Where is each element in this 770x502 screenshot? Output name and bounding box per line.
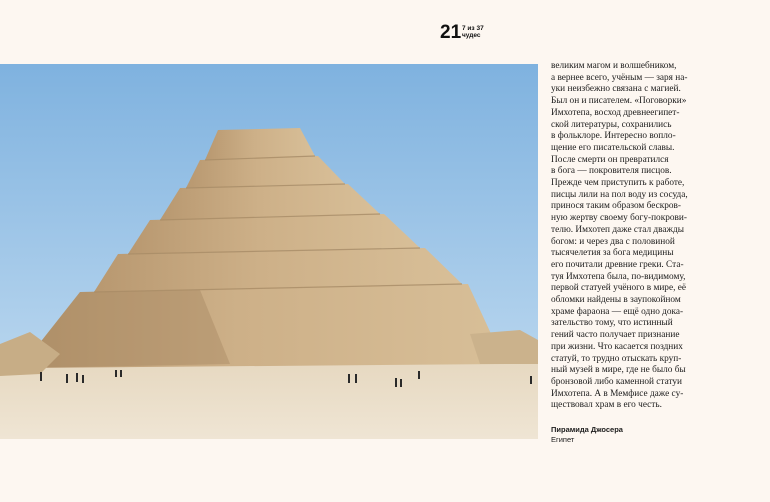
pyramid-tier-5 [186,156,345,188]
text-line: телю. Имхотеп даже стал дважды [551,224,684,235]
text-line: После смерти он превратился [551,154,669,165]
text-line: обломки найдены в заупокойном [551,295,681,306]
text-line: богом: и через два с половиной [551,236,675,247]
text-line: в бога — покровителя писцов. [551,166,672,177]
text-line: Был он и писателем. «Поговорки» [551,96,687,107]
text-line: Имхотепа, восход древнеегипет- [551,107,680,118]
text-line: Имхотепа. А в Мемфисе даже су- [551,388,684,399]
text-line: писцы лили на пол воду из сосуда, [551,189,688,200]
text-line: принося таким образом бескров- [551,201,682,212]
text-line: ской литературы, сохранились [551,119,672,130]
pyramid-photo [0,64,538,439]
series-label [462,25,484,39]
rubble-right [470,330,538,364]
text-line: ществовал храм в его честь. [551,400,662,411]
text-line: храме фараона — ещё одно дока- [551,306,684,317]
ground [0,360,538,439]
text-line: ный музей в мире, где не было бы [551,365,686,376]
text-line: статуй, то трудно отыскать круп- [551,353,682,364]
text-line: тысячелетия за бога медицины [551,248,674,259]
text-line: в фольклоре. Интересно вопло- [551,131,676,142]
text-line: зательство тому, что истинный [551,318,673,329]
pyramid-tier-6 [205,128,315,160]
text-line: ную жертву своему богу-покрови- [551,213,687,224]
photo-caption [551,425,751,445]
text-line: при жизни. Что касается поздних [551,341,683,352]
text-line: щение его писательской славы. [551,142,675,153]
series-label-line1: 7 из 37 [462,25,484,32]
text-line: гений часто получает признание [551,330,680,341]
series-label-line2: чудес [462,32,481,39]
page-number: 21 [440,22,462,43]
text-line: Прежде чем приступить к работе, [551,178,685,189]
page-header [0,22,770,44]
text-line: его почитали древние греки. Ста- [551,259,684,270]
text-line: а вернее всего, учёным — заря на- [551,72,688,83]
caption-location: Египет [551,435,575,444]
text-line: первой статуей учёного в мире, её [551,283,686,294]
caption-title: Пирамида Джосера [551,425,623,434]
text-line: великим магом и волшебником, [551,61,677,71]
article-text [551,61,701,412]
text-line: бронзовой либо каменной статуи [551,376,683,387]
text-line: уки неизбежно связана с магией. [551,84,681,95]
text-line: туя Имхотепа была, по-видимому, [551,271,686,282]
